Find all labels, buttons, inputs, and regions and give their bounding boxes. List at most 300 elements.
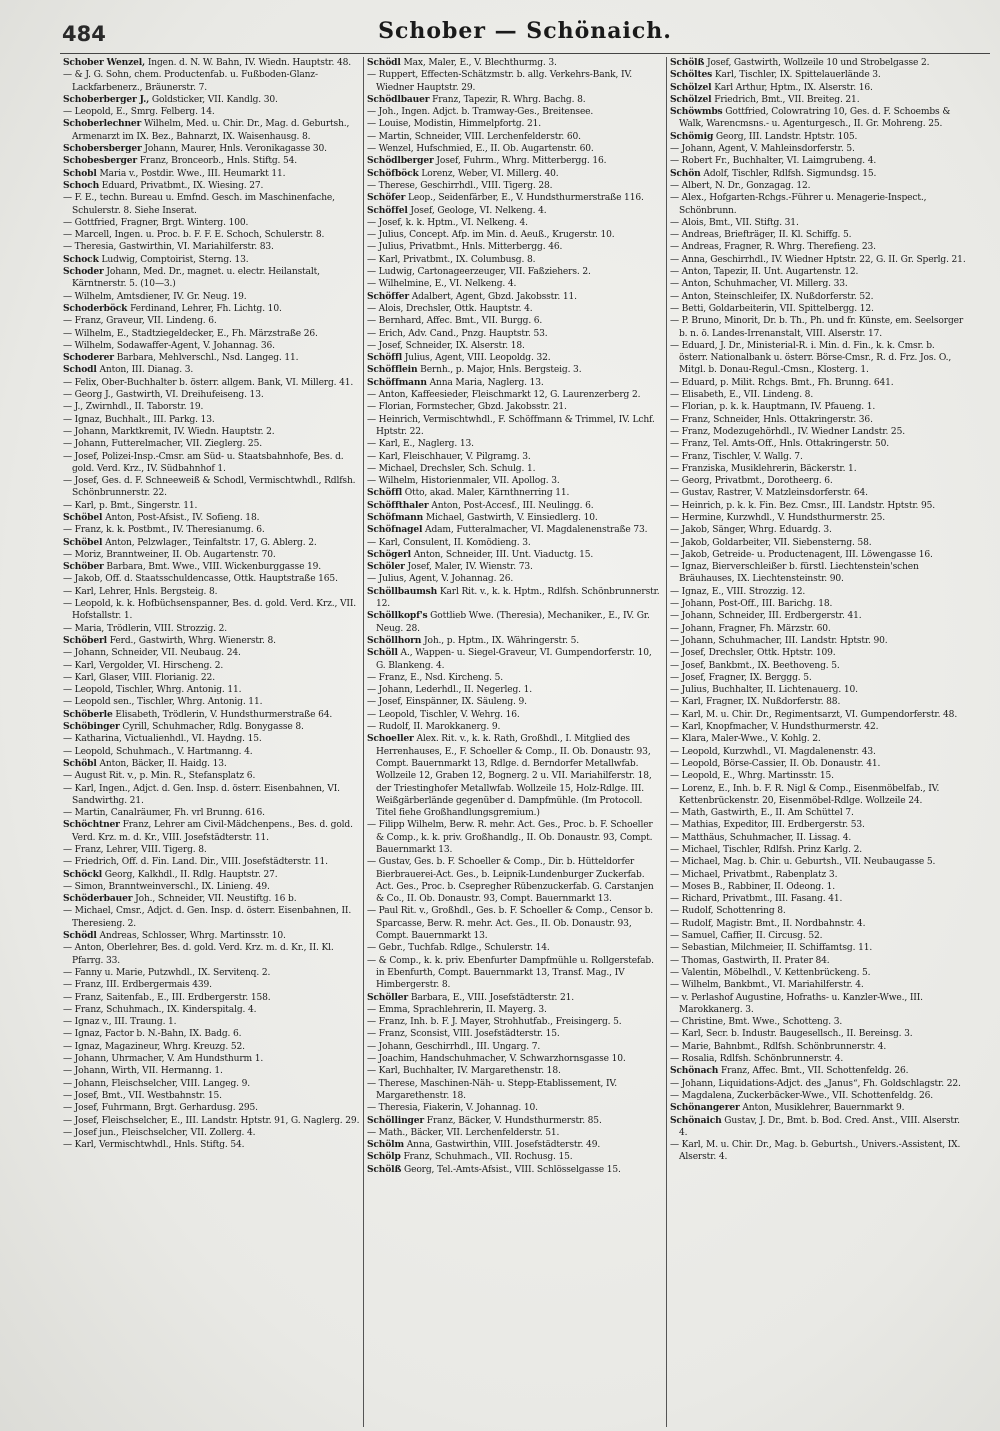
entry-details: — Leopold, Schuhmach., V. Hartmanng. 4.: [63, 746, 253, 757]
directory-entry: [670, 377, 966, 389]
directory-entry: [367, 69, 663, 94]
entry-details: Gustav, J. Dr., Bmt. b. Bod. Cred. Anst., VIII. Alserstr. 4.: [679, 1115, 960, 1138]
directory-entry: [670, 1078, 966, 1090]
entry-details: — Anton, Tapezir, II. Unt. Augartenstr. 12.: [670, 267, 859, 278]
entry-details: — Hermine, Kurzwhdl., V. Hundsthurmerstr. 25.: [670, 512, 885, 523]
directory-entry: [367, 340, 663, 352]
directory-entry: [367, 1078, 663, 1103]
entry-surname: Schön: [670, 167, 701, 179]
entry-surname: Schöberle: [63, 708, 113, 720]
directory-entry: [367, 94, 663, 106]
directory-entry: [670, 696, 966, 708]
entry-details: — Florian, Formstecher, Gbzd. Jakobsstr. 21.: [367, 402, 567, 413]
entry-details: — Karl, Fragner, IX. Nußdorferstr. 88.: [670, 697, 841, 708]
directory-entry: [367, 364, 663, 376]
entry-surname: Schöfer: [367, 192, 406, 204]
directory-entry: [670, 1090, 966, 1102]
entry-details: — Math, Gastwirth, E., II. Am Schüttel 7.: [670, 808, 854, 819]
entry-details: — Johann, Post-Off., III. Barichg. 18.: [670, 599, 833, 610]
entry-details: — Karl, Glaser, VIII. Florianig. 22.: [63, 672, 215, 683]
entry-details: Barbara, E., VIII. Josefstädterstr. 21.: [408, 992, 575, 1003]
entry-details: Maria v., Postdir. Wwe., III. Heumarkt 11.: [96, 168, 286, 179]
directory-entry: [63, 893, 360, 905]
directory-entry: [367, 610, 663, 635]
directory-entry: [63, 512, 360, 524]
entry-details: Franz, Lehrer am Civil-Mädchenpens., Bes. d. gold. Verd. Krz. m. d. Kr., VIII. Josefstädterstr. 11.: [72, 820, 353, 843]
directory-entry: [670, 106, 966, 131]
directory-entry: [367, 487, 663, 499]
entry-surname: Schoberberger J.,: [63, 93, 150, 105]
entry-details: — Johann, Agent, V. Mahleinsdorferstr. 5.: [670, 144, 855, 155]
entry-details: — Moriz, Branntweiner, II. Ob. Augartenstr. 70.: [63, 549, 276, 560]
directory-entry: [367, 254, 663, 266]
entry-details: — Wilhelm, Amtsdiener, IV. Gr. Neug. 19.: [63, 291, 247, 302]
entry-details: Max, Maler, E., V. Blechthurmg. 3.: [400, 58, 557, 68]
entry-details: — Leopold, E., Smrg. Felberg. 14.: [63, 107, 215, 118]
entry-details: — Emma, Sprachlehrerin, II. Mayerg. 3.: [367, 1004, 547, 1015]
directory-entry: [63, 401, 360, 413]
directory-entry: [670, 500, 966, 512]
entry-details: Georg, Tel.-Amts-Afsist., VIII. Schlösselgasse 15.: [401, 1164, 621, 1175]
directory-entry: [670, 143, 966, 155]
directory-entry: [670, 426, 966, 438]
directory-entry: [670, 192, 966, 217]
entry-details: — Wilhelm, Sodawaffer-Agent, V. Johannag. 36.: [63, 340, 275, 351]
entry-details: — Alex., Hofgarten-Rchgs.-Führer u. Menagerie-Inspect., Schönbrunn.: [670, 193, 927, 216]
entry-details: — Gustav, Rastrer, V. Matzleinsdorferstr. 64.: [670, 488, 868, 499]
directory-entry: [367, 155, 663, 167]
directory-entry: [367, 905, 663, 942]
directory-entry: [63, 967, 360, 979]
directory-entry: [367, 524, 663, 536]
entry-details: Eduard, Privatbmt., IX. Wiesing. 27.: [99, 180, 264, 191]
directory-entry: [670, 303, 966, 315]
directory-entry: [63, 992, 360, 1004]
directory-entry: [63, 266, 360, 291]
directory-entry: [63, 451, 360, 476]
directory-entry: [367, 180, 663, 192]
directory-entry: [670, 967, 966, 979]
entry-details: Franz, Schuhmach., VII. Rochusg. 15.: [400, 1152, 573, 1163]
entry-details: — Joh., Ingen. Adjct. b. Tramway-Ges., Breitensee.: [367, 107, 594, 118]
entry-details: Josef, Fuhrm., Whrg. Mitterbergg. 16.: [433, 156, 607, 167]
directory-entry: [670, 1016, 966, 1028]
directory-entry: [63, 856, 360, 868]
entry-details: Karl, Tischler, IX. Spittelauerlände 3.: [712, 70, 881, 81]
entry-details: — Karl, Privatbmt., IX. Columbusg. 8.: [367, 254, 536, 265]
entry-details: Karl Arthur, Hptm., IX. Alserstr. 16.: [711, 82, 873, 93]
entry-surname: Schöltes: [670, 69, 713, 81]
entry-details: — Franz, Lehrer, VIII. Tigerg. 8.: [63, 845, 207, 855]
directory-entry: [63, 438, 360, 450]
directory-entry: [670, 979, 966, 991]
entry-details: Anton, III. Dianag. 3.: [96, 365, 194, 376]
entry-details: Barbara, Mehlverschl., Nsd. Langeg. 11.: [113, 353, 299, 364]
entry-details: — Alois, Drechsler, Ottk. Hauptstr. 4.: [367, 303, 533, 314]
directory-entry: [63, 1065, 360, 1077]
directory-entry: [367, 241, 663, 253]
entry-surname: Schöffl: [367, 352, 403, 364]
directory-entry: [670, 537, 966, 549]
entry-details: — Karl, E., Naglerg. 13.: [367, 439, 474, 450]
entry-surname: Schöbl: [63, 757, 97, 769]
entry-surname: Schöffer: [367, 290, 409, 302]
entry-details: — Jakob, Goldarbeiter, VII. Siebensterng. 58.: [670, 537, 872, 548]
entry-surname: Schöfmann: [367, 511, 424, 523]
entry-surname: Schobl: [63, 167, 97, 179]
directory-entry: [367, 401, 663, 413]
directory-entry: [367, 955, 663, 992]
entry-surname: Schöberl: [63, 634, 107, 646]
directory-entry: [63, 1041, 360, 1053]
directory-entry: [367, 1053, 663, 1065]
entry-details: — Rudolf, Magistr. Bmt., II. Nordbahnstr. 4.: [670, 918, 866, 929]
directory-entry: [367, 1151, 663, 1163]
entry-surname: Schönaich: [670, 1114, 722, 1126]
directory-entry: [367, 217, 663, 229]
entry-surname: Schöffmann: [367, 376, 427, 388]
entry-details: — Michael, Drechsler, Sch. Schulg. 1.: [367, 463, 536, 474]
directory-entry: [670, 623, 966, 635]
entry-details: — Simon, Branntweinverschl., IX. Linieng. 49.: [63, 881, 270, 892]
directory-entry: [367, 438, 663, 450]
entry-details: — Ignaz v., III. Traung. 1.: [63, 1017, 177, 1028]
column-1: [60, 57, 363, 1427]
entry-details: — Wilhelmine, E., VI. Nelkeng. 4.: [367, 279, 517, 290]
entry-details: Anton, Musiklehrer, Bauernmarkt 9.: [739, 1103, 905, 1114]
entry-details: — Theresia, Gastwirthin, VI. Mariahilferstr. 83.: [63, 242, 274, 253]
directory-entry: [63, 1078, 360, 1090]
entry-details: — Gustav, Ges. b. F. Schoeller & Comp., Dir. b. Hütteldorfer Bierbrauerei-Act. Ges., b. Leipnik-Lundenburger Zuckerfab. Act. Ges., Proc. b. Csepregher Rübenzuckerfab. G. Carstanjen & Co., II. Ob. Donaustr. 93, Compt. Bauernmarkt 13.: [367, 857, 654, 905]
entry-details: — Ignaz, Factor b. N.-Bahn, IX. Badg. 6.: [63, 1029, 242, 1040]
directory-entry: [670, 992, 966, 1017]
entry-details: — Wilhelm, Bankbmt., VI. Mariahilferstr. 4.: [670, 980, 864, 991]
entry-details: — Paul Rit. v., Großhdl., Ges. b. F. Schoeller & Comp., Censor b. Sparcasse, Berw. R. mehr. Act. Ges., II. Ob. Donaustr. 93, Compt. Bauernmarkt 13.: [367, 906, 654, 942]
directory-entry: [367, 856, 663, 905]
directory-entry: [367, 118, 663, 130]
directory-entry: [63, 426, 360, 438]
directory-entry: [670, 869, 966, 881]
entry-details: — Math., Bäcker, VII. Lerchenfelderstr. 51.: [367, 1127, 560, 1138]
entry-details: Anton, Schneider, III. Unt. Viaductg. 15.: [410, 549, 594, 560]
entry-details: — P. Bruno, Minorit, Dr. b. Th., Ph. und fr. Künste, em. Seelsorger b. n. ö. Landes-Irrenanstalt, VIII. Alserstr. 17.: [670, 316, 964, 339]
directory-entry: [670, 389, 966, 401]
entry-surname: Schödlbauer: [367, 93, 430, 105]
entry-details: — Josef, Fleischselcher, E., III. Landstr. Hptstr. 91, G. Naglerg. 29.: [63, 1115, 360, 1126]
directory-entry: [670, 155, 966, 167]
entry-details: — Karl, M. u. Chir. Dr., Regimentsarzt, VI. Gumpendorferstr. 48.: [670, 709, 958, 720]
entry-surname: Schobesberger: [63, 155, 137, 167]
directory-entry: [63, 69, 360, 94]
directory-entry: [367, 573, 663, 585]
directory-entry: [367, 1115, 663, 1127]
entry-details: — Karl, Buchhalter, IV. Margarethenstr. 18.: [367, 1066, 561, 1077]
directory-entry: [670, 844, 966, 856]
column-2: [363, 57, 666, 1427]
entry-details: — Julius, Buchhalter, II. Lichtenauerg. 10.: [670, 685, 858, 696]
directory-entry: [670, 94, 966, 106]
entry-details: — Julius, Agent, V. Johannag. 26.: [367, 574, 514, 585]
directory-entry: [670, 819, 966, 831]
directory-entry: [367, 1016, 663, 1028]
entry-surname: Schöbel: [63, 536, 103, 548]
directory-entry: [670, 647, 966, 659]
directory-entry: [367, 1004, 663, 1016]
entry-surname: Schober Wenzel,: [63, 57, 146, 68]
directory-entry: [670, 1028, 966, 1040]
directory-entry: [63, 155, 360, 167]
entry-details: — Michael, Privatbmt., Rabenplatz 3.: [670, 869, 838, 880]
entry-details: Johann, Med. Dr., magnet. u. electr. Heilanstalt, Kärntnerstr. 5. (10—3.): [72, 267, 320, 290]
entry-surname: Schöfnagel: [367, 524, 423, 536]
entry-details: — Josef, Schneider, IX. Alserstr. 18.: [367, 340, 525, 351]
directory-entry: [670, 746, 966, 758]
entry-details: — Michael, Tischler, Rdlfsh. Prinz Karlg. 2.: [670, 845, 862, 855]
directory-entry: [670, 635, 966, 647]
directory-entry: [63, 586, 360, 598]
entry-details: — Fanny u. Marie, Putzwhdl., IX. Servitenq. 2.: [63, 967, 271, 978]
entry-surname: Schögerl: [367, 548, 411, 560]
entry-details: — Anton, Schuhmacher, VI. Millerg. 33.: [670, 279, 848, 290]
entry-details: — F. E., techn. Bureau u. Emfnd. Gesch. im Maschinenfache, Schulerstr. 8. Siehe Inserat.: [63, 193, 335, 216]
directory-entry: [63, 364, 360, 376]
directory-entry: [670, 586, 966, 598]
entry-details: — Leopold sen., Tischler, Whrg. Antonig. 11.: [63, 697, 263, 708]
entry-details: — Johann, Schneider, III. Erdbergerstr. 41.: [670, 611, 862, 622]
directory-entry: [63, 573, 360, 585]
directory-entry: [367, 451, 663, 463]
directory-entry: [63, 94, 360, 106]
entry-surname: Schölm: [367, 1139, 404, 1151]
entry-surname: Schöderbauer: [63, 893, 133, 905]
directory-entry: [367, 992, 663, 1004]
entry-details: — Johann, Lederhdl., II. Negerleg. 1.: [367, 685, 532, 696]
directory-entry: [670, 475, 966, 487]
entry-details: — Erich, Adv. Cand., Pnzg. Hauptstr. 53.: [367, 328, 548, 339]
directory-entry: [63, 254, 360, 266]
directory-entry: [670, 241, 966, 253]
directory-entry: [63, 942, 360, 967]
directory-entry: [63, 905, 360, 930]
directory-entry: [670, 1065, 966, 1077]
entry-surname: Schöller: [367, 991, 409, 1003]
entry-details: — Robert Fr., Buchhalter, VI. Laimgrubeng. 4.: [670, 156, 877, 167]
entry-details: — Josef, Einspänner, IX. Säuleng. 9.: [367, 697, 527, 708]
directory-entry: [63, 106, 360, 118]
directory-entry: [63, 475, 360, 500]
entry-details: — Franz, III. Erdbergermais 439.: [63, 980, 212, 991]
directory-entry: [63, 57, 360, 69]
entry-details: — Leopold, Börse-Cassier, II. Ob. Donaustr. 41.: [670, 758, 881, 769]
entry-details: — Alois, Bmt., VII. Stiftg. 31.: [670, 217, 799, 228]
entry-details: Anton, Post-Accesf., III. Neulingg. 6.: [428, 500, 594, 511]
entry-details: — Johann, Fragner, Fh. Märzstr. 60.: [670, 623, 831, 634]
entry-details: — Friedrich, Off. d. Fin. Land. Dir., VIII. Josefstädterstr. 11.: [63, 857, 328, 868]
entry-details: Johann, Maurer, Hnls. Veronikagasse 30.: [141, 144, 327, 155]
entry-surname: Schöchtner: [63, 819, 120, 831]
directory-entry: [670, 1053, 966, 1065]
directory-entry: [367, 1028, 663, 1040]
entry-details: — & Comp., k. k. priv. Ebenfurter Dampfmühle u. Rollgerstefab. in Ebenfurth, Compt. Bauernmarkt 13, Transf. Mag., IV Himbergerstr. 8.: [367, 955, 654, 991]
directory-entry: [63, 180, 360, 192]
directory-entry: [63, 340, 360, 352]
directory-entry: [63, 1139, 360, 1151]
directory-entry: [670, 1139, 966, 1164]
entry-details: — Thomas, Gastwirth, II. Prater 84.: [670, 955, 830, 966]
entry-details: — Franz, Saitenfab., E., III. Erdbergerstr. 158.: [63, 992, 271, 1003]
entry-details: — Michael, Cmsr., Adjct. d. Gen. Insp. d. österr. Eisenbahnen, II. Theresieng. 2.: [63, 906, 352, 929]
entry-details: — Johann, Liquidations-Adjct. des „Janus“, Fh. Goldschlagstr. 22.: [670, 1078, 961, 1089]
entry-details: — Ignaz, Buchhalt., III. Parkg. 13.: [63, 414, 215, 425]
directory-entry: [670, 856, 966, 868]
directory-entry: [670, 291, 966, 303]
directory-entry: [367, 721, 663, 733]
directory-entry: [63, 1115, 360, 1127]
directory-entry: [63, 979, 360, 991]
directory-entry: [63, 1127, 360, 1139]
entry-surname: Schölzel: [670, 81, 712, 93]
entry-surname: Schöwmbs: [670, 106, 723, 118]
directory-entry: [670, 1115, 966, 1140]
entry-details: — Josef, Fragner, IX. Berggg. 5.: [670, 672, 812, 683]
entry-surname: Schock: [63, 253, 99, 265]
directory-entry: [670, 660, 966, 672]
entry-details: — Gottfried, Fragner, Brgt. Winterg. 100.: [63, 217, 249, 228]
entry-surname: Schödl: [63, 930, 97, 942]
directory-entry: [670, 57, 966, 69]
directory-entry: [367, 303, 663, 315]
directory-entry: [367, 168, 663, 180]
directory-entry: [63, 1053, 360, 1065]
entry-surname: Schönangerer: [670, 1102, 740, 1114]
directory-entry: [63, 1004, 360, 1016]
directory-entry: [367, 266, 663, 278]
entry-surname: Schödlberger: [367, 155, 434, 167]
directory-entry: [670, 82, 966, 94]
entry-details: — Martin, Schneider, VIII. Lerchenfelderstr. 60.: [367, 131, 581, 142]
header-rule: [60, 53, 990, 54]
entry-details: Adalbert, Agent, Gbzd. Jakobsstr. 11.: [408, 291, 577, 302]
directory-entry: [63, 819, 360, 844]
directory-entry: [670, 131, 966, 143]
directory-entry: [367, 229, 663, 241]
entry-details: — Franz, Modezugehörhdl., IV. Wiedner Landstr. 25.: [670, 426, 905, 437]
directory-entry: [670, 561, 966, 586]
directory-entry: [670, 598, 966, 610]
directory-entry: [367, 1127, 663, 1139]
entry-details: — Christine, Bmt. Wwe., Schotteng. 3.: [670, 1017, 843, 1028]
entry-details: — Valentin, Möbelhdl., V. Kettenbrückeng. 5.: [670, 967, 871, 978]
directory-entry: [670, 783, 966, 808]
directory-entry: [670, 918, 966, 930]
directory-entry: [670, 414, 966, 426]
entry-details: — Therese, Geschirrhdl., VIII. Tigerg. 28.: [367, 180, 553, 191]
entry-details: Otto, akad. Maler, Kärnthnerring 11.: [402, 488, 570, 499]
entry-details: — Johann, Futterelmacher, VII. Zieglerg. 25.: [63, 439, 262, 450]
entry-details: — Franz, Schuhmach., IX. Kinderspitalg. 4.: [63, 1004, 257, 1015]
entry-details: — Ludwig, Cartonageerzeuger, VII. Faßziehers. 2.: [367, 267, 591, 278]
directory-entry: [367, 549, 663, 561]
directory-entry: [367, 942, 663, 954]
entry-surname: Schölß: [670, 57, 705, 68]
directory-entry: [63, 1028, 360, 1040]
page-title: Schober — Schönaich.: [378, 18, 672, 44]
directory-entry: [367, 1102, 663, 1114]
directory-entry: [367, 1164, 663, 1176]
entry-surname: Schoch: [63, 179, 100, 191]
entry-details: Josef, Geologe, VI. Nelkeng. 4.: [407, 205, 547, 216]
directory-entry: [670, 266, 966, 278]
entry-details: — Johann, Schuhmacher, III. Landstr. Hptstr. 90.: [670, 635, 888, 646]
directory-entry: [367, 512, 663, 524]
directory-entry: [670, 832, 966, 844]
directory-entry: [63, 352, 360, 364]
entry-surname: Schoderer: [63, 352, 114, 364]
entry-details: Joh., p. Hptm., IX. Währingerstr. 5.: [421, 635, 580, 646]
directory-entry: [63, 303, 360, 315]
entry-details: Adam, Futteralmacher, VI. Magdalenenstraße 73.: [422, 525, 648, 536]
entry-details: — Georg, Privatbmt., Dorotheerg. 6.: [670, 476, 833, 487]
entry-details: — Moses B., Rabbiner, II. Odeong. 1.: [670, 881, 835, 892]
directory-entry: [367, 328, 663, 340]
entry-details: — Franz, Schneider, Hnls. Ottakringerstr. 36.: [670, 414, 873, 425]
entry-details: — Florian, p. k. k. Hauptmann, IV. Pfaueng. 1.: [670, 402, 876, 413]
entry-details: — Heinrich, Vermischtwhdl., F. Schöffmann & Trimmel, IV. Lchf. Hptstr. 22.: [367, 414, 655, 437]
entry-details: — Klara, Maler-Wwe., V. Kohlg. 2.: [670, 734, 821, 745]
entry-details: — Wilhelm, E., Stadtziegeldecker, E., Fh. Märzstraße 26.: [63, 328, 318, 339]
entry-details: Ferdinand, Lehrer, Fh. Lichtg. 10.: [127, 303, 282, 314]
entry-details: — Franz, Inh. b. F. J. Mayer, Strohhutfab., Freisingerg. 5.: [367, 1017, 622, 1028]
entry-details: — Martin, Canalräumer, Fh. vrl Brunng. 616.: [63, 808, 265, 819]
page-header: [60, 16, 990, 56]
directory-entry: [367, 1041, 663, 1053]
entry-details: — Josef, Bankbmt., IX. Beethoveng. 5.: [670, 660, 840, 671]
directory-entry: [63, 770, 360, 782]
entry-details: — Anton, Steinschleifer, IX. Nußdorferstr. 52.: [670, 291, 874, 302]
entry-details: — Jakob, Off. d. Staatsschuldencasse, Ottk. Hauptstraße 165.: [63, 574, 338, 585]
directory-entry: [367, 205, 663, 217]
entry-surname: Schöbel: [63, 511, 103, 523]
directory-entry: [670, 905, 966, 917]
directory-entry: [367, 414, 663, 439]
entry-details: — Johann, Fleischselcher, VIII. Langeg. 9.: [63, 1078, 251, 1089]
entry-surname: Schöckl: [63, 868, 103, 880]
entry-details: — Karl, Ingen., Adjct. d. Gen. Insp. d. österr. Eisenbahnen, VI. Sandwirthg. 21.: [63, 783, 340, 806]
directory-entry: [670, 340, 966, 377]
entry-details: — Josef, k. k. Hptm., VI. Nelkeng. 4.: [367, 217, 528, 228]
entry-details: Alex. Rit. v., k. k. Rath, Großhdl., I. Mitglied des Herrenhauses, E., F. Schoeller & Comp., II. Ob. Donaustr. 93, Compt. Bauernmarkt 13, Rdlge. d. Berndorfer Metallwfab. Wollzeile 12, Graben 12, Bognerg. 2 u. VII. Mariahilferstr. 18, der Triestinghofer Metallwfab. Wollzeile 15, Holz-Rdlge. III. Weißgärberlände gegenüber d. Dampfmühle. (Im Protocoll. Titel fiehe Großhandlungsgremium.): [376, 734, 652, 819]
entry-details: — Andreas, Briefträger, II. Kl. Schiffg. 5.: [670, 230, 852, 241]
entry-details: — Johann, Uhrmacher, V. Am Hundsthurm 1.: [63, 1054, 264, 1065]
directory-entry: [63, 291, 360, 303]
entry-details: — J., Zwirnhdl., II. Taborstr. 19.: [63, 402, 204, 413]
entry-details: — Therese, Maschinen-Näh- u. Stepp-Etablissement, IV. Margarethenstr. 18.: [367, 1078, 617, 1101]
entry-details: Ludwig, Comptoirist, Sterng. 13.: [98, 254, 249, 265]
directory-entry: [367, 278, 663, 290]
directory-entry: [63, 623, 360, 635]
directory-entry: [670, 315, 966, 340]
entry-details: — Karl, Vermischtwhdl., Hnls. Stiftg. 54.: [63, 1140, 245, 1151]
entry-surname: Schölzel: [670, 93, 712, 105]
directory-entry: [670, 401, 966, 413]
entry-details: — Franziska, Musiklehrerin, Bäckerstr. 1.: [670, 463, 857, 474]
entry-surname: Schöllbaumsh: [367, 585, 438, 597]
directory-entry: [63, 118, 360, 143]
directory-entry: [367, 586, 663, 611]
entry-details: Joh., Schneider, VII. Neustiftg. 16 b.: [132, 894, 297, 905]
directory-entry: [670, 229, 966, 241]
directory-entry: [63, 229, 360, 241]
